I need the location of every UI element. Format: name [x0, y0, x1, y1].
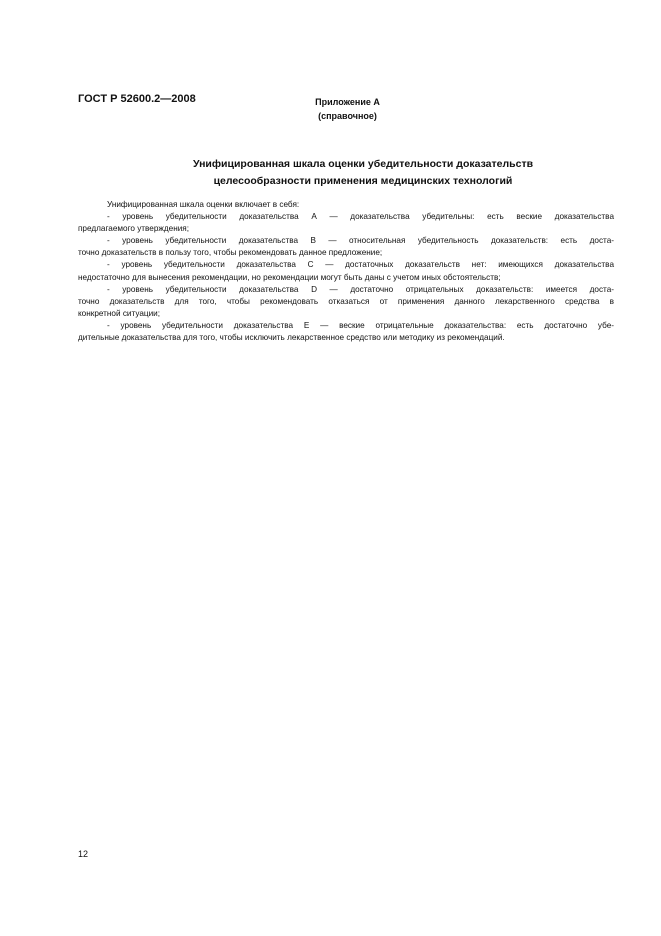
text-line: Унифицированная шкала оценки включает в себя: — [107, 200, 300, 209]
annex-heading — [0, 95, 661, 123]
paragraph — [78, 320, 614, 344]
page-number: 12 — [78, 849, 89, 859]
title-line: Унифицированная шкала оценки убедительности доказательств — [192, 158, 534, 170]
text-line: - уровень убедительности доказательства А — доказательства убедительны: есть веские доказательства — [107, 212, 614, 222]
paragraph — [78, 211, 614, 235]
paragraph — [78, 235, 614, 259]
text-line: дительные доказательства для того, чтобы исключить лекарственное средство или методику из рекомендаций. — [78, 333, 505, 343]
paragraph — [78, 259, 614, 283]
title-line: целесообразности применения медицинских технологий — [213, 175, 513, 187]
annex-label: Приложение А — [315, 97, 380, 107]
text-line: - уровень убедительности доказательства В — относительная убедительность доказательств: есть доста- — [107, 236, 614, 246]
text-line: точно доказательств для того, чтобы рекомендовать отказаться от применения данного лекарственного средства в — [78, 296, 614, 306]
text-line: - уровень убедительности доказательства С — достаточных доказательств нет: имеющихся доказательства — [107, 260, 614, 270]
paragraph — [78, 199, 614, 211]
text-line: - уровень убедительности доказательства Е — веские отрицательные доказательства: есть достаточно убе- — [107, 320, 614, 330]
text-line: недостаточно для вынесения рекомендации, но рекомендации могут быть даны с учетом иных обстоятельств; — [78, 272, 501, 282]
text-line: предлагаемого утверждения; — [78, 224, 190, 234]
text-line: конкретной ситуации; — [78, 308, 161, 318]
body-text — [78, 199, 614, 344]
standard-number: ГОСТ Р 52600.2—2008 — [78, 93, 196, 105]
section-title — [78, 156, 614, 190]
text-line: точно доказательств в пользу того, чтобы рекомендовать данное предложение; — [78, 248, 383, 258]
paragraph — [78, 284, 614, 320]
text-line: - уровень убедительности доказательства D — достаточно отрицательных доказательств: имеется доста- — [107, 284, 614, 294]
annex-type: (справочное) — [318, 111, 377, 121]
